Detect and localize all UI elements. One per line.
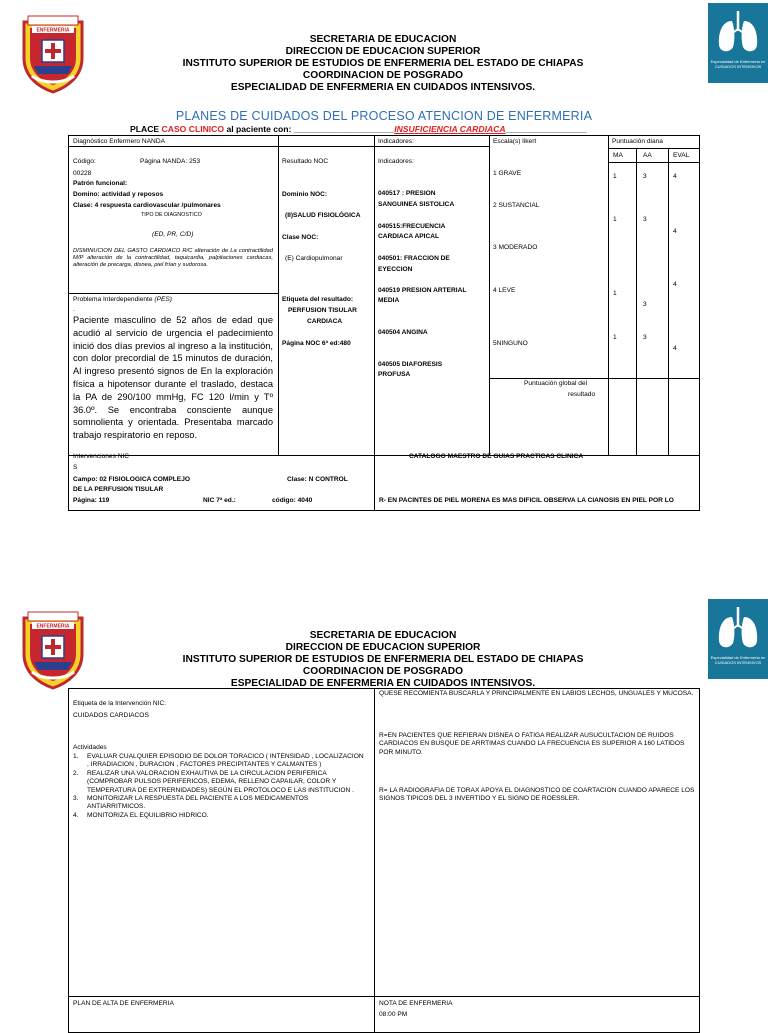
indicador-2a: 040515:FRECUENCIA xyxy=(378,223,446,230)
header-line-5: ESPECIALIDAD DE ENFERMERIA EN CUIDADOS INTENSIVOS. xyxy=(230,82,536,93)
clase-nic: Clase: N CONTROL xyxy=(287,476,348,483)
indicador-6b: PROFUSA xyxy=(378,371,411,378)
logo-right-text: Especialidad de Enfermería en CUIDADOS INTENSIVOS xyxy=(710,59,766,69)
logo-left-text: ENFERMERIA xyxy=(36,623,70,630)
ma-value: 1 xyxy=(613,173,617,180)
codigo-value: 00228 xyxy=(73,170,92,177)
problema-label xyxy=(73,296,172,304)
patron-funcional: Patrón funcional: xyxy=(73,180,128,187)
disminucion-text: DISMINUCION DEL GASTO CARDIACO R/C alteración de La contractilidad M/P alteración de la contractilidad, taquicardia, palpitaciones cardiacas, alteración de precarga, disnea, piel frían y sudorosa. xyxy=(73,248,273,268)
indicador-2b: CARDIACA APICAL xyxy=(378,233,440,240)
clase-label: Clase: 4 respuesta cardiovascular /pulmonares xyxy=(73,202,221,209)
eval-header: EVAL xyxy=(673,152,690,159)
table-divider xyxy=(68,996,700,997)
likert-header: Escala(s) likert xyxy=(493,138,537,145)
activity-number: 2. xyxy=(73,769,79,777)
eval-value: 4 xyxy=(673,228,677,235)
activity-item xyxy=(73,795,365,812)
activity-text: EVALUAR CUALQUIER EPISODIO DE DOLOR TORACICO ( INTENSIDAD , LOCALIZACION , IRRADIACION , DURACION , FACTORES PRECIPITANTES Y CALMANTES ) xyxy=(87,753,364,769)
activity-number: 3. xyxy=(73,795,79,803)
diana-header: Puntuación diana xyxy=(612,138,663,145)
activity-item xyxy=(73,753,365,770)
clase-noc: Clase NOC: xyxy=(282,234,319,241)
header-line-4: COORDINACION DE POSGRADO xyxy=(302,666,464,677)
table-divider xyxy=(636,148,637,455)
table-divider xyxy=(68,146,489,147)
table-divider xyxy=(489,378,700,379)
ma-value: 1 xyxy=(613,216,617,223)
etiqueta-intervencion: Etiqueta de la Intervención NIC: xyxy=(73,700,167,707)
etiqueta-1: PERFUSION TISULAR xyxy=(288,307,357,314)
likert-2: 2 SUSTANCIAL xyxy=(493,202,540,209)
tipo-diagnostico: TIPO DE DIAGNOSTICO xyxy=(141,212,202,218)
codigo-4040: código: 4040 xyxy=(272,497,313,504)
indicador-1b: SANGUINEA SISTOLICA xyxy=(378,201,455,208)
aa-value: 3 xyxy=(643,173,647,180)
rationale-1: QUESE RECOMIENTA BUSCARLA Y PRINCIPALMENTE EN LABIOS LECHOS, UNGUALES Y MUCOSA. xyxy=(379,690,694,697)
place-caso: CASO CLINICO xyxy=(161,124,225,134)
header-line-1: SECRETARIA DE EDUCACION xyxy=(309,34,457,45)
etiqueta-2: CARDIACA xyxy=(307,318,343,325)
logo-left-text: ENFERMERIA xyxy=(36,27,70,34)
eval-value: 4 xyxy=(673,345,677,352)
table-divider xyxy=(489,135,490,455)
table-divider xyxy=(608,162,700,163)
pagina-noc: Página NOC 6ª ed:480 xyxy=(282,340,351,347)
nic-edicion: NIC 7ª ed.: xyxy=(203,497,236,504)
table-divider xyxy=(374,688,375,1033)
indicador-3b: EYECCION xyxy=(378,266,413,273)
place-prefix: PLACE xyxy=(130,124,160,134)
eval-value: 4 xyxy=(673,281,677,288)
activity-item xyxy=(73,812,365,820)
likert-1: 1 GRAVE xyxy=(493,170,522,177)
activity-text: MONITORIZA EL EQUILIBRIO HIDRICO. xyxy=(87,811,209,819)
header-line-1: SECRETARIA DE EDUCACION xyxy=(309,630,457,641)
case-description: Paciente masculino de 52 años de edad que acudió al servicio de urgencia el padecimiento inició dos días previos al ingreso a la institución, con dolor precordial de 15 minutos de duración, Al ingreso presentó signos de En la exploración física a hipotensor durante el traslado, destaca la PA de 290/100 mmHg, FC 120 l/min y Tº 36.0º. Se encontraba consciente aunque somnolienta y orientada. Presentaba marcado trabajo respiratorio en reposo. xyxy=(73,315,273,441)
activity-number: 4. xyxy=(73,811,79,819)
intervenciones-s: S xyxy=(73,464,78,471)
activity-text: MONITORIZAR LA RESPUESTA DEL PACIENTE A LOS MEDICAMENTOS ANTIARRITMICOS. xyxy=(87,795,309,811)
institution-shield-logo xyxy=(18,610,88,690)
rationale-3: R= LA RADIOGRAFIA DE TORAX APOYA EL DIAGNOSTICO DE COARTACION CUANDO APARECE LOS SIGNOS TIPICOS DEL 3 INVERTIDO Y EL SIGNO DE ROESSLER. xyxy=(379,787,695,803)
indicador-3a: 040501: FRACCION DE xyxy=(378,255,450,262)
plan-alta: PLAN DE ALTA DE ENFERMERIA xyxy=(73,1000,174,1007)
resultado-label: resultado xyxy=(568,391,596,398)
resultado-noc: Resultado NOC xyxy=(282,158,329,165)
problema-dot: . xyxy=(73,306,75,313)
institution-shield-logo xyxy=(18,14,88,94)
logo-right-text: Especialidad de Enfermería en CUIDADOS INTENSIVOS xyxy=(710,655,766,665)
nota-hora: 08:00 PM xyxy=(379,1011,408,1018)
header-line-2: DIRECCION DE EDUCACION SUPERIOR xyxy=(285,46,481,57)
header-titles xyxy=(150,34,616,94)
page-header xyxy=(0,0,768,100)
place-middle: al paciente con: xyxy=(226,124,292,134)
pagina-nanda: Página NANDA: 253 xyxy=(140,158,201,165)
campo-label: Campo: 02 FISIOLOGICA COMPLEJO xyxy=(73,476,190,483)
specialty-lungs-logo xyxy=(708,599,768,679)
aa-value: 3 xyxy=(643,216,647,223)
specialty-lungs-logo xyxy=(708,3,768,83)
likert-4: 4 LEVE xyxy=(493,287,516,294)
place-blank-1: _____________________ xyxy=(293,124,395,134)
place-blank-2: _________________ xyxy=(505,124,587,134)
table-divider xyxy=(68,293,278,294)
table-divider xyxy=(278,135,279,455)
codigo-label: Código: xyxy=(73,158,96,165)
table-divider xyxy=(668,148,669,455)
actividades-label: Actividades xyxy=(73,744,107,751)
intervenciones-nic: Intervenciones NIC xyxy=(73,453,130,460)
aa-value: 3 xyxy=(643,334,647,341)
activity-item xyxy=(73,770,365,795)
nota-enfermeria: NOTA DE ENFERMERIA xyxy=(379,1000,453,1007)
cuidados-cardiacos: CUIDADOS CARDIACOS xyxy=(73,712,149,719)
header-titles xyxy=(150,630,616,690)
pagina-119: Página: 119 xyxy=(73,497,110,504)
activity-number: 1. xyxy=(73,753,79,760)
activity-text: REALIZAR UNA VALORACION EXHAUTIVA DE LA CIRCULACION PERIFERICA (COMPROBAR PULSOS PERIFERICOS, EDEMA, RELLENO CAPAILAR, COLOR Y TEMPERATURA DE EXTRERNIDADES) SEGÚN EL PROTOLOCO E LAS INSTITUCION . xyxy=(87,769,354,794)
eval-value: 4 xyxy=(673,173,677,180)
perfusion-label: DE LA PERFUSION TISULAR xyxy=(73,486,164,493)
indicador-4b: MEDIA xyxy=(378,297,400,304)
header-line-4: COORDINACION DE POSGRADO xyxy=(302,70,464,81)
rationale-2: R=EN PACIENTES QUE REFIERAN DISNEA O FATIGA REALIZAR AUSUCULTACION DE RUIDOS CARDIACOS EN BUSQUE DE ARRTIMAS CUANDO LA FRECUENCIA ES SUPERIOR A 160 LATIDOS POR MINUTO. xyxy=(379,732,685,756)
activities-list xyxy=(73,753,365,820)
cardiopulmonar: (E) Cardiopulmonar xyxy=(285,255,343,262)
problema-pes: (PES) xyxy=(154,296,172,303)
ma-header: MA xyxy=(613,152,623,159)
ma-value: 1 xyxy=(613,290,617,297)
section-title: PLANES DE CUIDADOS DEL PROCESO ATENCION DE ENFERMERIA xyxy=(175,109,593,123)
table-divider xyxy=(608,148,700,149)
likert-3: 3 MODERADO xyxy=(493,244,538,251)
ma-value: 1 xyxy=(613,334,617,341)
table-divider xyxy=(608,135,609,455)
dominio-label: Domino: actividad y reposos xyxy=(73,191,164,198)
catalogo-guias: CATALOGO MAESTRO DE GUIAS PRACTICAS CLINICA xyxy=(409,453,584,460)
page-header xyxy=(0,596,768,696)
tipo-ed: (ED, PR, C/D) xyxy=(152,231,194,238)
r-piel-morena: R- EN PACINTES DE PIEL MORENA ES MAS DIFICIL OBSERVA LA CIANOSIS EN PIEL POR LO xyxy=(379,497,674,504)
header-line-3: INSTITUTO SUPERIOR DE ESTUDIOS DE ENFERMERIA DEL ESTADO DE CHIAPAS xyxy=(182,58,584,69)
aa-value: 3 xyxy=(643,301,647,308)
salud-fisiologica: (II)SALUD FISIOLÓGICA xyxy=(285,212,361,219)
aa-header: AA xyxy=(643,152,652,159)
indicador-1a: 040517 : PRESION xyxy=(378,190,436,197)
place-line xyxy=(130,124,587,134)
etiqueta-resultado: Etiqueta del resultado: xyxy=(282,296,354,303)
header-line-2: DIRECCION DE EDUCACION SUPERIOR xyxy=(285,642,481,653)
dominio-noc: Dominio NOC: xyxy=(282,191,328,198)
indicador-4a: 040519 PRESION ARTERIAL xyxy=(378,287,467,294)
place-diagnosis: INSUFICIENCIA CARDIACA xyxy=(394,124,506,134)
header-line-3: INSTITUTO SUPERIOR DE ESTUDIOS DE ENFERMERIA DEL ESTADO DE CHIAPAS xyxy=(182,654,584,665)
likert-5: 5NINGUNO xyxy=(493,340,528,347)
indicador-5: 040504 ANGINA xyxy=(378,329,428,336)
indicadores-header: Indicadores: xyxy=(378,138,414,145)
table-divider xyxy=(68,455,700,456)
header-line-5: ESPECIALIDAD DE ENFERMERIA EN CUIDADOS INTENSIVOS. xyxy=(230,678,536,689)
nanda-header: Diagnóstico Enfermero NANDA xyxy=(73,138,165,145)
page-2 xyxy=(0,596,768,1024)
problema-text: Problema Interdependiente xyxy=(73,296,153,303)
indicador-6a: 040505 DIAFORESIS xyxy=(378,361,443,368)
indicadores-label: Indicadores: xyxy=(378,158,414,165)
puntuacion-global: Puntuación global del xyxy=(524,380,588,387)
